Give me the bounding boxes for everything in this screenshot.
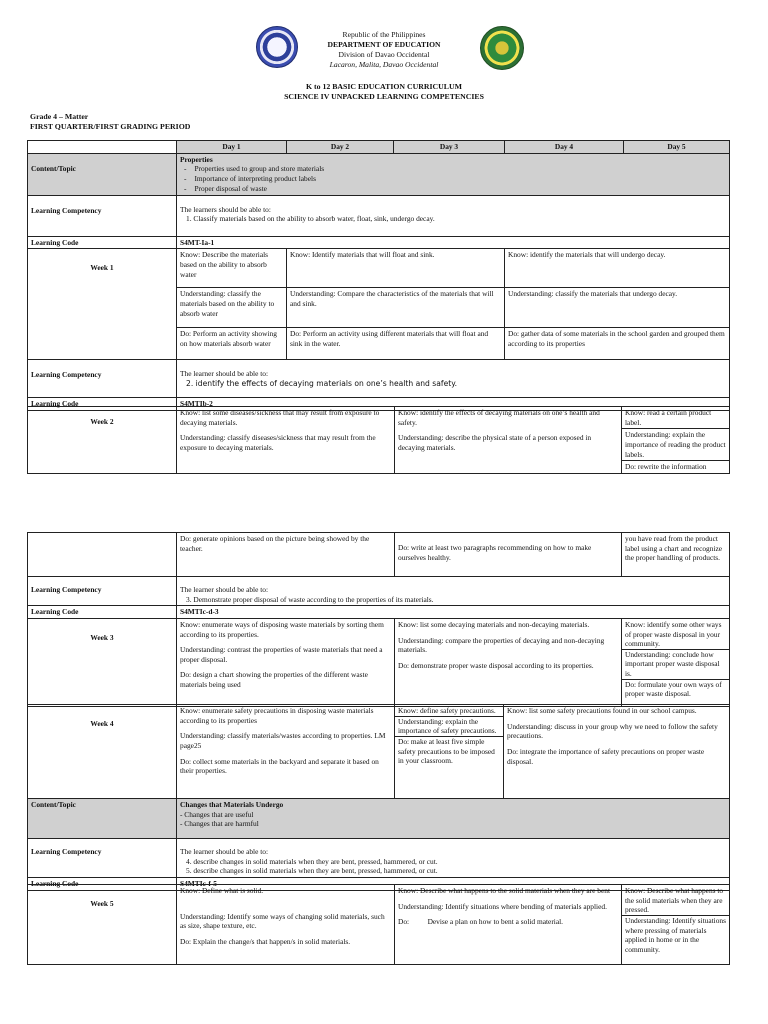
week-2-day3-cell — [395, 407, 622, 474]
topic-item: - Properties used to group and store materials — [196, 164, 726, 174]
week-3-day5-do: Do: formulate your own ways of proper waste disposal. — [622, 679, 729, 699]
week-2-day1-know: Know: list some diseases/sickness that may result from exposure to decaying materials. — [180, 408, 380, 427]
week-4-day4-understanding: Understanding: discuss in your group why we need to follow the safety precautions. — [507, 721, 718, 741]
learning-code-value: S4MTIb-2 — [177, 398, 730, 411]
day-4-header: Day 4 — [505, 141, 624, 154]
topic-list — [180, 164, 726, 193]
week-2-continued-table — [27, 532, 730, 707]
week-3-day1-know: Know: enumerate ways of disposing waste materials by sorting them according to its properties. — [180, 619, 384, 639]
week-4-label: Week 4 — [28, 705, 177, 799]
topic-item: - Changes that are useful — [180, 809, 254, 819]
republic-line: Republic of the Philippines — [342, 30, 426, 39]
week-2-day5-know: Know: read a certain product label. — [622, 407, 730, 429]
week-4-day4-do: Do: integrate the importance of safety precautions on proper waste disposal. — [507, 746, 705, 766]
learning-code-row-3 — [28, 606, 730, 619]
week-1-day2-know: Know: Identify materials that will float and sink. — [287, 249, 505, 288]
week-4-day1-cell — [177, 705, 395, 799]
week-5-day1-know: Know: Define what is solid. — [180, 886, 264, 895]
content-topic-cell — [177, 153, 730, 195]
week-1-day1-understanding: Understanding: classify the materials based on the ability to absorb water — [177, 288, 287, 328]
week-4-table — [27, 704, 730, 891]
address-line: Lacaron, Malita, Davao Occidental — [329, 60, 439, 70]
competency-item: 2. identify the effects of decaying materials on one’s health and safety. — [186, 378, 458, 388]
week-2-day3-know: Know: identify the effects of decaying materials on one’s health and safety. — [398, 408, 600, 427]
topic-item: - Importance of interpreting product labels — [196, 174, 726, 184]
competency-item: 1. Classify materials based on the ability to absorb water, float, sink, undergo decay. — [186, 214, 435, 224]
title-line-1: K to 12 BASIC EDUCATION CURRICULUM — [305, 82, 463, 91]
week-2-day5-understanding: Understanding: explain the importance of reading the product labels. — [622, 429, 730, 461]
competency-intro: The learner should be able to: — [180, 847, 269, 856]
week-2-row-a — [28, 407, 730, 429]
learning-competency-label: Learning Competency — [28, 195, 177, 236]
learning-code-label: Learning Code — [28, 398, 177, 411]
week-3-day5-cell — [622, 618, 730, 706]
week-5-table — [27, 884, 730, 965]
division-line: Division of Davao Occidental — [338, 50, 430, 60]
learning-competency-cell — [177, 360, 730, 398]
week-5-day3-know: Know: Describe what happens to the solid materials when they are bent — [398, 886, 611, 895]
week-4-day3-cell — [395, 705, 504, 799]
blank-week-cell — [28, 533, 177, 577]
grade-label: Grade 4 – Matter — [30, 112, 89, 121]
competency-intro: The learner should be able to: — [180, 369, 269, 379]
week-3-day1-do: Do: design a chart showing the properties of the different waste materials being used — [180, 670, 368, 689]
day-3-header: Day 3 — [394, 141, 505, 154]
week-1-day1-know: Know: Describe the materials based on the ability to absorb water — [177, 249, 287, 288]
week-3-day1-understanding: Understanding: contrast the properties of waste materials that need a proper disposal. — [180, 645, 383, 664]
week-5-day3-understanding: Understanding: Identify situations where bending of materials applied. — [398, 901, 607, 911]
week-5-day5-understanding: Understanding: Identify situations where pressing of materials applied in home or in the community. — [622, 915, 729, 955]
week-5-day1-understanding: Understanding: Identify some ways of changing solid materials, such as size, shape texture, etc. — [180, 911, 385, 931]
week-5-day3-cell — [395, 885, 622, 965]
week-3-day5-know: Know: identify some other ways of proper waste disposal in your community. — [625, 619, 722, 649]
competency-item: 3. Demonstrate proper disposal of waste according to the properties of its materials. — [186, 594, 434, 604]
learning-competency-cell — [177, 839, 730, 878]
learning-code-value: S4MTIc-f-5 — [177, 877, 730, 890]
week-1-know-row — [28, 249, 730, 288]
week-4-day3-know: Know: define safety precautions. — [398, 706, 496, 715]
learning-code-value: S4MT-Ia-1 — [177, 236, 730, 249]
week-4-day4-cell — [504, 705, 730, 799]
week-2-day1-cell — [177, 407, 395, 474]
learning-competency-row-2 — [28, 360, 730, 398]
corner-cell — [28, 141, 177, 154]
week-4-day4-know: Know: list some safety precautions found in our school campus. — [507, 706, 697, 715]
week-3-day3-cell — [395, 618, 622, 706]
week-3-row — [28, 618, 730, 706]
week-3-day5-understanding: Understanding: conclude how important proper waste disposal is. — [622, 649, 729, 679]
week-2-day5-do-continued: you have read from the product label using a chart and recognize the proper handling of products. — [622, 533, 730, 577]
learning-competency-row-1 — [28, 195, 730, 236]
title-line-2: SCIENCE IV UNPACKED LEARNING COMPETENCIES — [284, 91, 484, 101]
day-header-row — [28, 141, 730, 154]
day-2-header: Day 2 — [287, 141, 394, 154]
week-5-day1-cell — [177, 885, 395, 965]
learning-competency-row-3 — [28, 577, 730, 606]
topic-item: - Proper disposal of waste — [196, 184, 726, 194]
topic-item: - Changes that are harmful — [180, 819, 259, 829]
week-5-day5-know: Know: Describe what happens to the solid materials when they are pressed. — [625, 886, 724, 915]
learning-competency-label: Learning Competency — [28, 577, 177, 606]
grading-period-label: FIRST QUARTER/FIRST GRADING PERIOD — [30, 122, 191, 131]
learning-code-value: S4MTIc-d-3 — [177, 606, 730, 619]
week-2-day1-understanding: Understanding: classify diseases/sickness that may result from the exposure to decaying materials. — [180, 433, 376, 452]
content-topic-row-2 — [28, 799, 730, 839]
week-3-day3-know: Know: list some decaying materials and non-decaying materials. — [398, 619, 590, 629]
competency-intro: The learners should be able to: — [180, 204, 271, 214]
week-4-day3-understanding: Understanding: explain the importance of safety precautions. — [395, 716, 503, 736]
topic-title: Changes that Materials Undergo — [180, 800, 284, 809]
week-2-day5-do: Do: rewrite the information — [622, 461, 730, 474]
week-3-day3-understanding: Understanding: compare the properties of decaying and non-decaying materials. — [398, 635, 605, 655]
week-3-day1-cell — [177, 618, 395, 706]
learning-code-label: Learning Code — [28, 877, 177, 890]
week-2-day3-do: Do: write at least two paragraphs recommending on how to make ourselves healthy. — [395, 533, 622, 577]
learning-code-row-1 — [28, 236, 730, 249]
content-topic-row — [28, 153, 730, 195]
week-2-day3-understanding: Understanding: describe the physical state of a person exposed in decaying materials. — [398, 433, 592, 452]
learning-competency-label: Learning Competency — [28, 360, 177, 398]
learning-competency-row-4 — [28, 839, 730, 878]
letterhead — [200, 30, 568, 70]
week-1-label: Week 1 — [28, 249, 177, 360]
week-3-label: Week 3 — [28, 618, 177, 706]
week-2-label: Week 2 — [28, 407, 177, 474]
competency-item: 5. describe changes in solid materials when they are bent, pressed, hammered, or cut. — [186, 866, 438, 876]
content-topic-label: Content/Topic — [28, 799, 177, 839]
learning-competency-cell — [177, 195, 730, 236]
week-5-label: Week 5 — [28, 885, 177, 965]
week-3-day3-do: Do: demonstrate proper waste disposal according to its properties. — [398, 660, 594, 670]
week-1-day4-do: Do: gather data of some materials in the school garden and grouped them according to its properties — [505, 328, 730, 360]
week-4-day1-know: Know: enumerate safety precautions in disposing waste materials according to its properties — [180, 706, 374, 725]
content-topic-label: Content/Topic — [28, 153, 177, 195]
document-title — [150, 82, 618, 101]
week-2-table — [27, 406, 730, 474]
competency-item: 4. describe changes in solid materials when they are bent, pressed, hammered, or cut. — [186, 856, 438, 866]
week-4-day1-do: Do: collect some materials in the backyard and separate it based on their properties. — [180, 756, 379, 776]
learning-competency-label: Learning Competency — [28, 839, 177, 878]
competency-intro: The learner should be able to: — [180, 585, 269, 594]
week-5-day5-cell — [622, 885, 730, 965]
week-1-day2-do: Do: Perform an activity using different materials that will float and sink in the water. — [287, 328, 505, 360]
document-page-2 — [0, 512, 768, 1024]
page-gap — [0, 492, 768, 512]
week-1-day1-do: Do: Perform an activity showing on how materials absorb water — [177, 328, 287, 360]
learning-competency-cell — [177, 577, 730, 606]
week-5-row — [28, 885, 730, 965]
week-4-day1-understanding: Understanding: classify materials/wastes according to properties. LM page25 — [180, 731, 386, 750]
day-5-header: Day 5 — [624, 141, 730, 154]
department-line: DEPARTMENT OF EDUCATION — [327, 40, 441, 50]
learning-code-label: Learning Code — [28, 236, 177, 249]
day-1-header: Day 1 — [177, 141, 287, 154]
week-2-continued-row — [28, 533, 730, 577]
document-page-1 — [0, 0, 768, 492]
content-topic-cell — [177, 799, 730, 839]
week-5-day1-do: Do: Explain the change/s that happen/s in solid materials. — [180, 936, 351, 946]
week-1-day2-understanding: Understanding: Compare the characteristics of the materials that will and sink. — [287, 288, 505, 328]
competency-table-page-1 — [27, 140, 730, 411]
week-5-day3-do: Do: Devise a plan on how to bent a solid material. — [398, 917, 564, 927]
topic-title: Properties — [180, 154, 213, 164]
week-1-day4-know: Know: identify the materials that will undergo decay. — [505, 249, 730, 288]
week-1-day4-understanding: Understanding: classify the materials that undergo decay. — [505, 288, 730, 328]
week-4-day3-do: Do: make at least five simple safety precautions to be imposed in your classroom. — [395, 736, 503, 766]
week-4-row — [28, 705, 730, 799]
learning-code-label: Learning Code — [28, 606, 177, 619]
week-2-day1-do: Do: generate opinions based on the picture being showed by the teacher. — [177, 533, 395, 577]
